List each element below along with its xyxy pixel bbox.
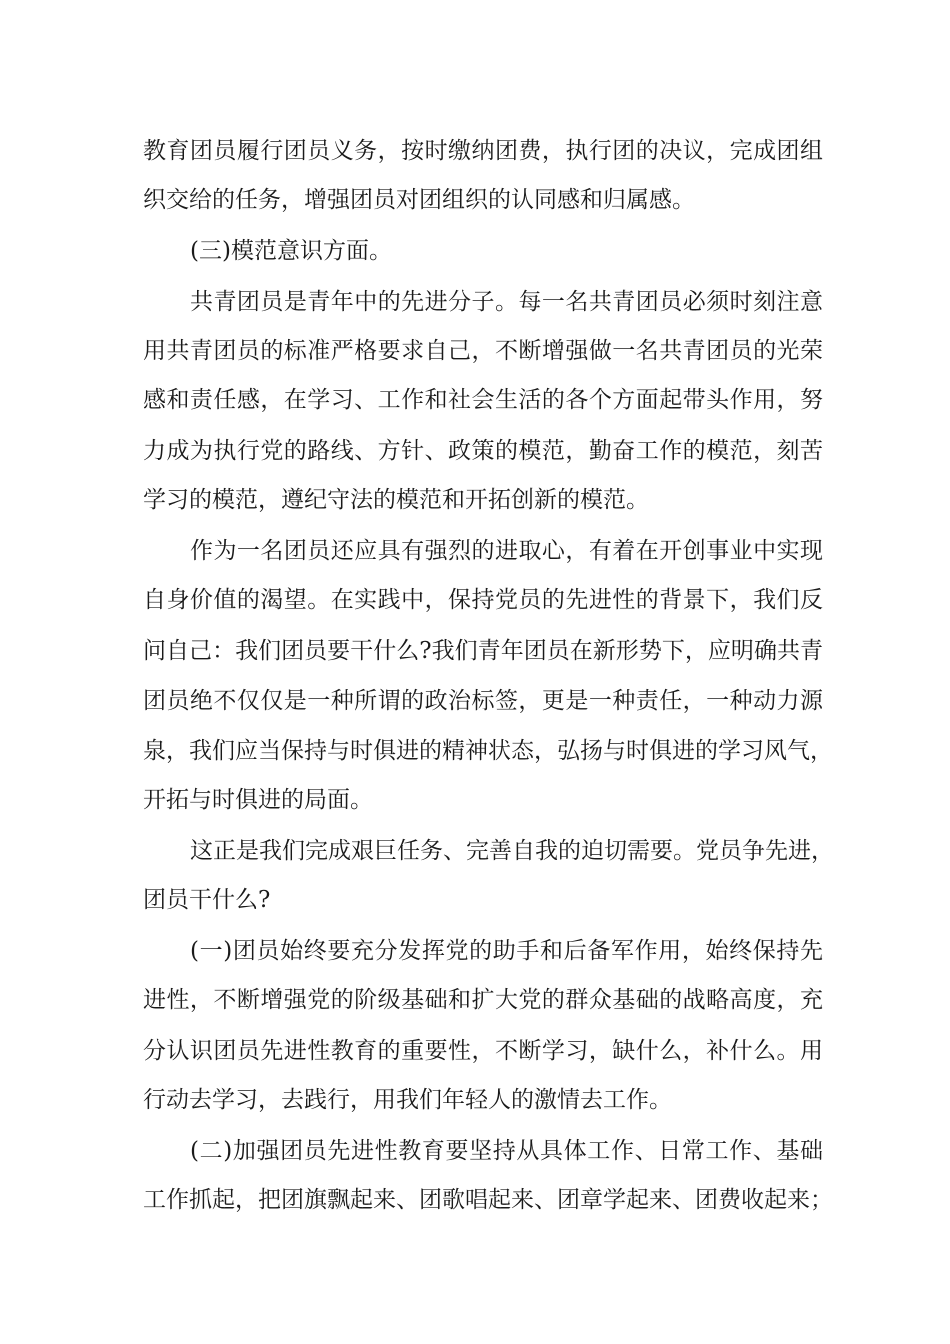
text-line: 分认识团员先进性教育的重要性，不断学习，缺什么，补什么。用 — [143, 1038, 823, 1064]
text-line: 团员干什么? — [143, 887, 271, 913]
text-line: 学习的模范，遵纪守法的模范和开拓创新的模范。 — [143, 487, 649, 513]
text-line: 作为一名团员还应具有强烈的进取心，有着在开创事业中实现 — [190, 538, 823, 564]
text-line: 自身价值的渴望。在实践中，保持党员的先进性的背景下，我们反 — [143, 587, 823, 613]
text-line: (二)加强团员先进性教育要坚持从具体工作、日常工作、基础 — [190, 1138, 823, 1164]
text-line: 团员绝不仅仅是一种所谓的政治标签，更是一种责任，一种动力源 — [143, 688, 823, 714]
text-line: 工作抓起，把团旗飘起来、团歌唱起来、团章学起来、团费收起来； — [143, 1187, 833, 1213]
text-line: (一)团员始终要充分发挥党的助手和后备军作用，始终保持先 — [190, 938, 823, 964]
text-line: 这正是我们完成艰巨任务、完善自我的迫切需要。党员争先进， — [190, 838, 834, 864]
text-line: 用共青团员的标准严格要求自己，不断增强做一名共青团员的光荣 — [143, 338, 823, 364]
text-line: 进性，不断增强党的阶级基础和扩大党的群众基础的战略高度，充 — [143, 987, 823, 1013]
text-line: 力成为执行党的路线、方针、政策的模范，勤奋工作的模范，刻苦 — [143, 438, 823, 464]
section-heading: (三)模范意识方面。 — [190, 238, 392, 264]
text-line: 织交给的任务，增强团员对团组织的认同感和归属感。 — [143, 187, 695, 213]
text-line: 共青团员是青年中的先进分子。每一名共青团员必须时刻注意 — [190, 289, 823, 315]
text-line: 行动去学习，去践行，用我们年轻人的激情去工作。 — [143, 1087, 672, 1113]
text-line: 感和责任感，在学习、工作和社会生活的各个方面起带头作用，努 — [143, 387, 823, 413]
text-line: 教育团员履行团员义务，按时缴纳团费，执行团的决议，完成团组 — [143, 138, 823, 164]
text-line: 问自己：我们团员要干什么?我们青年团员在新形势下，应明确共青 — [143, 638, 823, 664]
text-line: 开拓与时俱进的局面。 — [143, 787, 373, 813]
text-line: 泉，我们应当保持与时俱进的精神状态，弘扬与时俱进的学习风气， — [143, 738, 833, 764]
